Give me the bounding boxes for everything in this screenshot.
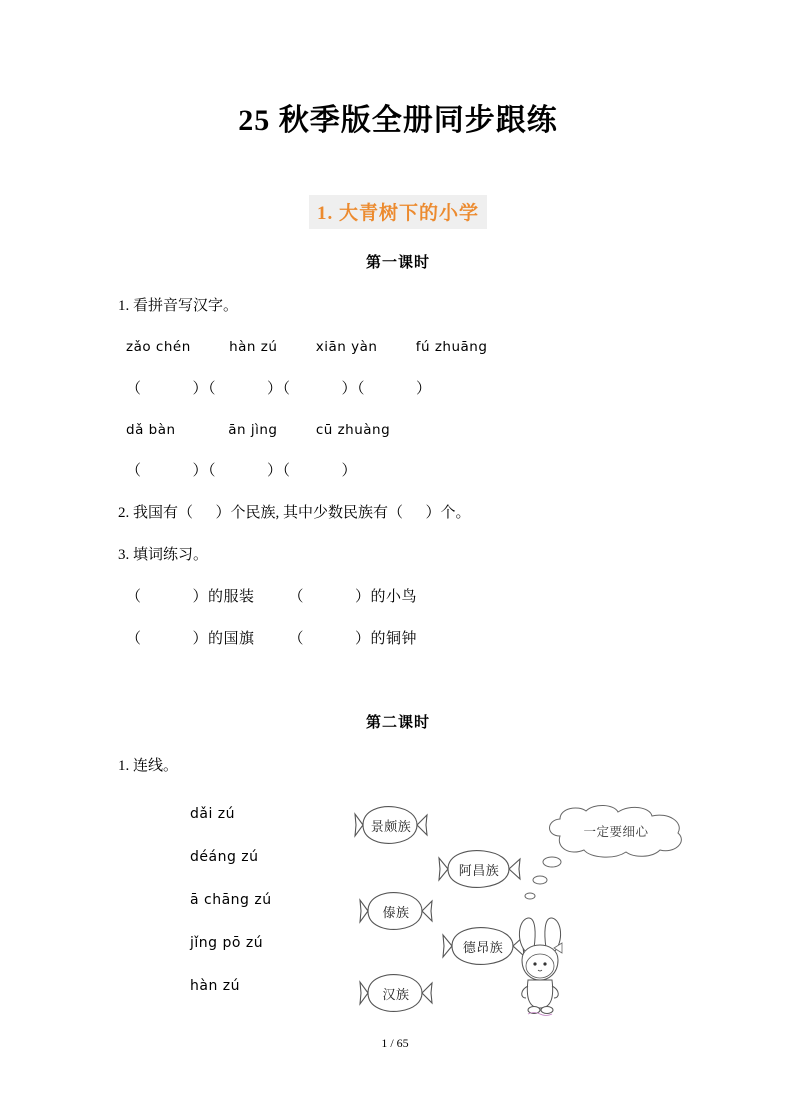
question-3: 3. 填词练习。	[118, 547, 209, 563]
period-1-heading: 第一课时	[365, 255, 430, 271]
answer-blanks-row-2[interactable]: （ ）（ ）（ ）	[126, 463, 358, 479]
bubble-text: 一定要细心	[583, 825, 649, 839]
match-pinyin-item[interactable]: hàn zú	[190, 978, 240, 994]
page-title: 25 秋季版全册同步跟练	[238, 104, 558, 137]
fish-label: 阿昌族	[458, 862, 500, 878]
fill-word-row-2[interactable]: （ ）的国旗 （ ）的铜钟	[126, 631, 418, 647]
fish-shape-dai[interactable]	[358, 888, 434, 934]
question-1: 1. 看拼音写汉字。	[118, 298, 239, 314]
matching-exercise[interactable]	[118, 792, 678, 1032]
cartoon-character-melody	[506, 912, 576, 1012]
fish-shape-jingpo[interactable]	[353, 802, 429, 848]
match-pinyin-item[interactable]: ā chāng zú	[190, 892, 272, 908]
match-pinyin-item[interactable]: déáng zú	[190, 849, 259, 865]
answer-blanks-row-1[interactable]: （ ）（ ）（ ）（ ）	[126, 380, 432, 397]
fish-shape-han[interactable]	[358, 970, 434, 1016]
fill-word-row-1[interactable]: （ ）的服装 （ ）的小鸟	[126, 589, 418, 605]
pinyin-column	[190, 806, 272, 1021]
bubble-trail-icon	[518, 854, 564, 914]
fish-label: 德昂族	[462, 939, 504, 955]
page-number: 1 / 65	[381, 1036, 409, 1050]
rabbit-character-icon	[506, 912, 576, 1017]
fish-label: 傣族	[382, 904, 410, 920]
lesson-heading-wrapper	[118, 195, 678, 229]
section-spacer	[118, 647, 678, 711]
fish-label: 景颇族	[370, 818, 412, 834]
pinyin-row-2: dǎ bàn ān jìng cū zhuàng	[126, 421, 391, 438]
pinyin-row-1: zǎo chén hàn zú xiān yàn fú zhuāng	[126, 339, 488, 355]
lesson-heading: 1. 大青树下的小学	[309, 195, 487, 229]
fish-label: 汉族	[382, 986, 410, 1002]
question-2: 2. 我国有（ ）个民族, 其中少数民族有（ ）个。	[118, 505, 471, 521]
document-content	[118, 0, 678, 1032]
period-2-heading: 第二课时	[365, 715, 430, 731]
period-2-question-1: 1. 连线。	[118, 758, 179, 774]
match-pinyin-item[interactable]: jǐng pō zú	[190, 935, 264, 951]
fish-shape-achang[interactable]	[436, 846, 522, 892]
thought-bubble	[538, 802, 694, 860]
match-pinyin-item[interactable]: dǎi zú	[190, 806, 236, 822]
